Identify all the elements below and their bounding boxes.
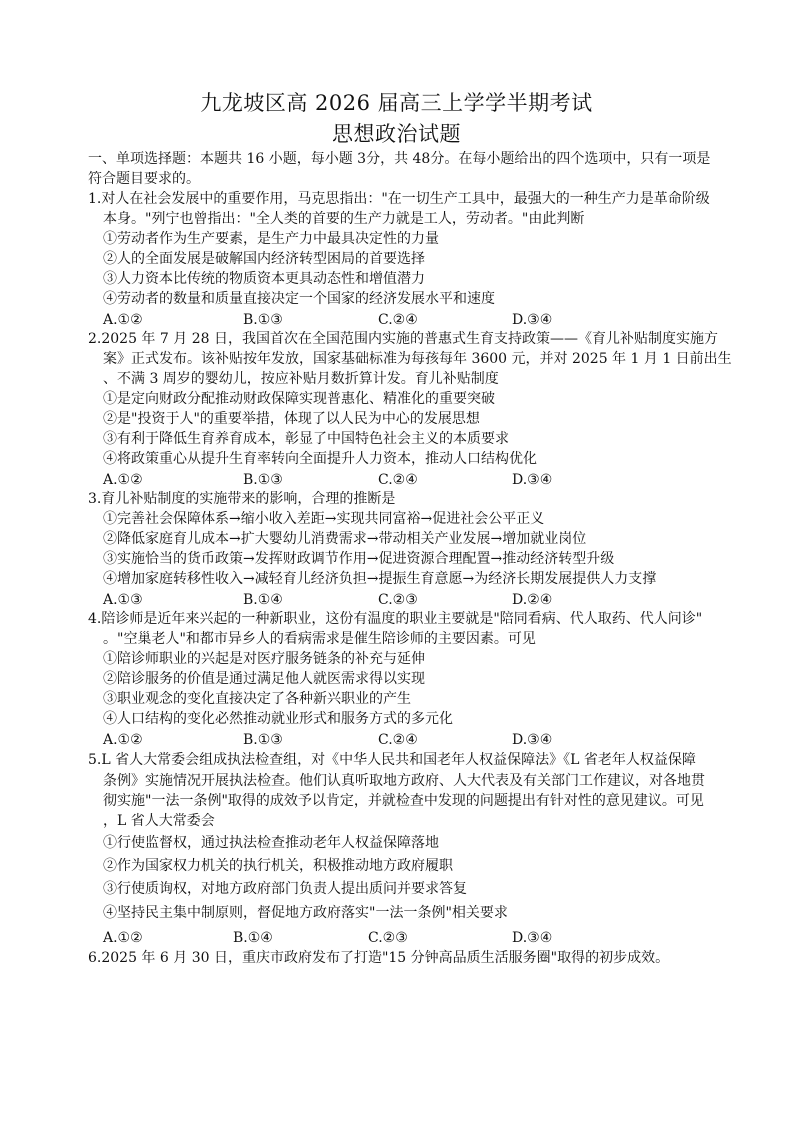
q1-item-1: ①劳动者作为生产要素，是生产力中最具决定性的力量 — [103, 231, 439, 247]
q5-option-c: C.②③ — [368, 930, 408, 946]
q4-item-4: ④人口结构的变化必然推动就业形式和服务方式的多元化 — [103, 711, 453, 727]
q4-option-b: B.①③ — [243, 732, 283, 748]
q2-item-2: ②是"投资于人"的重要举措，体现了以人民为中心的发展思想 — [103, 411, 480, 427]
q1-item-4: ④劳动者的数量和质量直接决定一个国家的经济发展水平和速度 — [103, 291, 495, 307]
q4-option-a: A.①② — [103, 732, 143, 748]
q2-stem-line-1: 2.2025 年 7 月 28 日，我国首次在全国范围内实施的普惠式生育支持政策——《育儿补贴制度实施方 — [88, 331, 718, 347]
page-title: 九龙坡区高 2026 届高三上学学半期考试 — [200, 91, 593, 115]
q4-item-1: ①陪诊师职业的兴起是对医疗服务链条的补充与延伸 — [103, 651, 425, 667]
q1-stem-line-1: 1.对人在社会发展中的重要作用，马克思指出："在一切生产工具中，最强大的一种生产力是革命阶级 — [88, 191, 710, 207]
q4-option-c: C.②④ — [378, 732, 418, 748]
q5-option-b: B.①④ — [233, 930, 273, 946]
q3-item-3: ③实施恰当的货币政策→发挥财政调节作用→促进资源合理配置→推动经济转型升级 — [103, 551, 615, 567]
q1-item-3: ③人力资本比传统的物质资本更具动态性和增值潜力 — [103, 271, 425, 287]
q4-stem-line-1: 4.陪诊师是近年来兴起的一种新职业，这份有温度的职业主要就是"陪同看病、代人取药、代人问诊" — [88, 611, 703, 627]
q2-option-a: A.①② — [103, 472, 143, 488]
q5-item-3: ③行使质询权，对地方政府部门负责人提出质问并要求答复 — [103, 881, 467, 897]
q2-item-4: ④将政策重心从提升生育率转向全面提升人力资本，推动人口结构优化 — [103, 451, 537, 467]
q2-stem-line-2: 案》正式发布。该补贴按年发放，国家基础标准为每孩每年 3600 元，并对 2025 年 1 月 1 日前出生 — [103, 351, 732, 367]
q1-option-c: C.②④ — [378, 312, 418, 328]
q1-option-a: A.①② — [103, 312, 143, 328]
q5-item-2: ②作为国家权力机关的执行机关，积极推动地方政府履职 — [103, 858, 453, 874]
q2-option-c: C.②④ — [378, 472, 418, 488]
q2-item-3: ③有利于降低生育养育成本，彰显了中国特色社会主义的本质要求 — [103, 431, 509, 447]
q3-stem-line-1: 3.育儿补贴制度的实施带来的影响，合理的推断是 — [88, 491, 396, 507]
q5-stem-line-1: 5.L 省人大常委会组成执法检查组，对《中华人民共和国老年人权益保障法》《L 省老年人权益保障 — [88, 752, 696, 768]
q5-stem-line-2: 条例》实施情况开展执法检查。他们认真听取地方政府、人大代表及有关部门工作建议，对各地贯 — [103, 773, 705, 789]
q3-option-a: A.①③ — [103, 592, 143, 608]
q5-stem-line-4: ，L 省人大常委会 — [103, 813, 215, 829]
q1-item-2: ②人的全面发展是破解国内经济转型困局的首要选择 — [103, 251, 425, 267]
q2-option-b: B.①③ — [243, 472, 283, 488]
q5-option-a: A.①② — [103, 930, 143, 946]
q5-stem-line-3: 彻实施"一法一条例"取得的成效予以肯定，并就检查中发现的问题提出有针对性的意见建议。可见 — [103, 793, 704, 809]
q2-stem-line-3: 、不满 3 周岁的婴幼儿，按应补贴月数折算计发。育儿补贴制度 — [103, 371, 499, 387]
q3-item-2: ②降低家庭育儿成本→扩大婴幼儿消费需求→带动相关产业发展→增加就业岗位 — [103, 531, 587, 547]
section-instructions-line-1: 一、单项选择题：本题共 16 小题，每小题 3分，共 48分。在每小题给出的四个选项中，只有一项是 — [88, 151, 711, 167]
q3-item-4: ④增加家庭转移性收入→减轻育儿经济负担→提振生育意愿→为经济长期发展提供人力支撑 — [103, 571, 657, 587]
q4-item-2: ②陪诊服务的价值是通过满足他人就医需求得以实现 — [103, 671, 425, 687]
q4-option-d: D.③④ — [512, 732, 553, 748]
q6-stem-line-1: 6.2025 年 6 月 30 日，重庆市政府发布了打造"15 分钟高品质生活服务圈"取得的初步成效。 — [88, 950, 670, 966]
section-instructions-line-2: 符合题目要求的。 — [88, 171, 200, 187]
q1-option-d: D.③④ — [512, 312, 553, 328]
q4-stem-line-2: 。"空巢老人"和都市异乡人的看病需求是催生陪诊师的主要因素。可见 — [103, 631, 536, 647]
q2-option-d: D.③④ — [512, 472, 553, 488]
q1-stem-line-2: 本身。"列宁也曾指出："全人类的首要的生产力就是工人，劳动者。"由此判断 — [103, 211, 585, 227]
q1-option-b: B.①③ — [243, 312, 283, 328]
q2-item-1: ①是定向财政分配推动财政保障实现普惠化、精准化的重要突破 — [103, 391, 495, 407]
q3-item-1: ①完善社会保障体系→缩小收入差距→实现共同富裕→促进社会公平正义 — [103, 511, 545, 527]
q5-item-4: ④坚持民主集中制原则，督促地方政府落实"一法一条例"相关要求 — [103, 905, 508, 921]
q5-option-d: D.③④ — [512, 930, 553, 946]
q5-item-1: ①行使监督权，通过执法检查推动老年人权益保障落地 — [103, 835, 439, 851]
q4-item-3: ③职业观念的变化直接决定了各种新兴职业的产生 — [103, 691, 411, 707]
q3-option-d: D.②④ — [512, 592, 553, 608]
q3-option-c: C.②③ — [378, 592, 418, 608]
page-subtitle: 思想政治试题 — [332, 122, 461, 146]
q3-option-b: B.①④ — [243, 592, 283, 608]
